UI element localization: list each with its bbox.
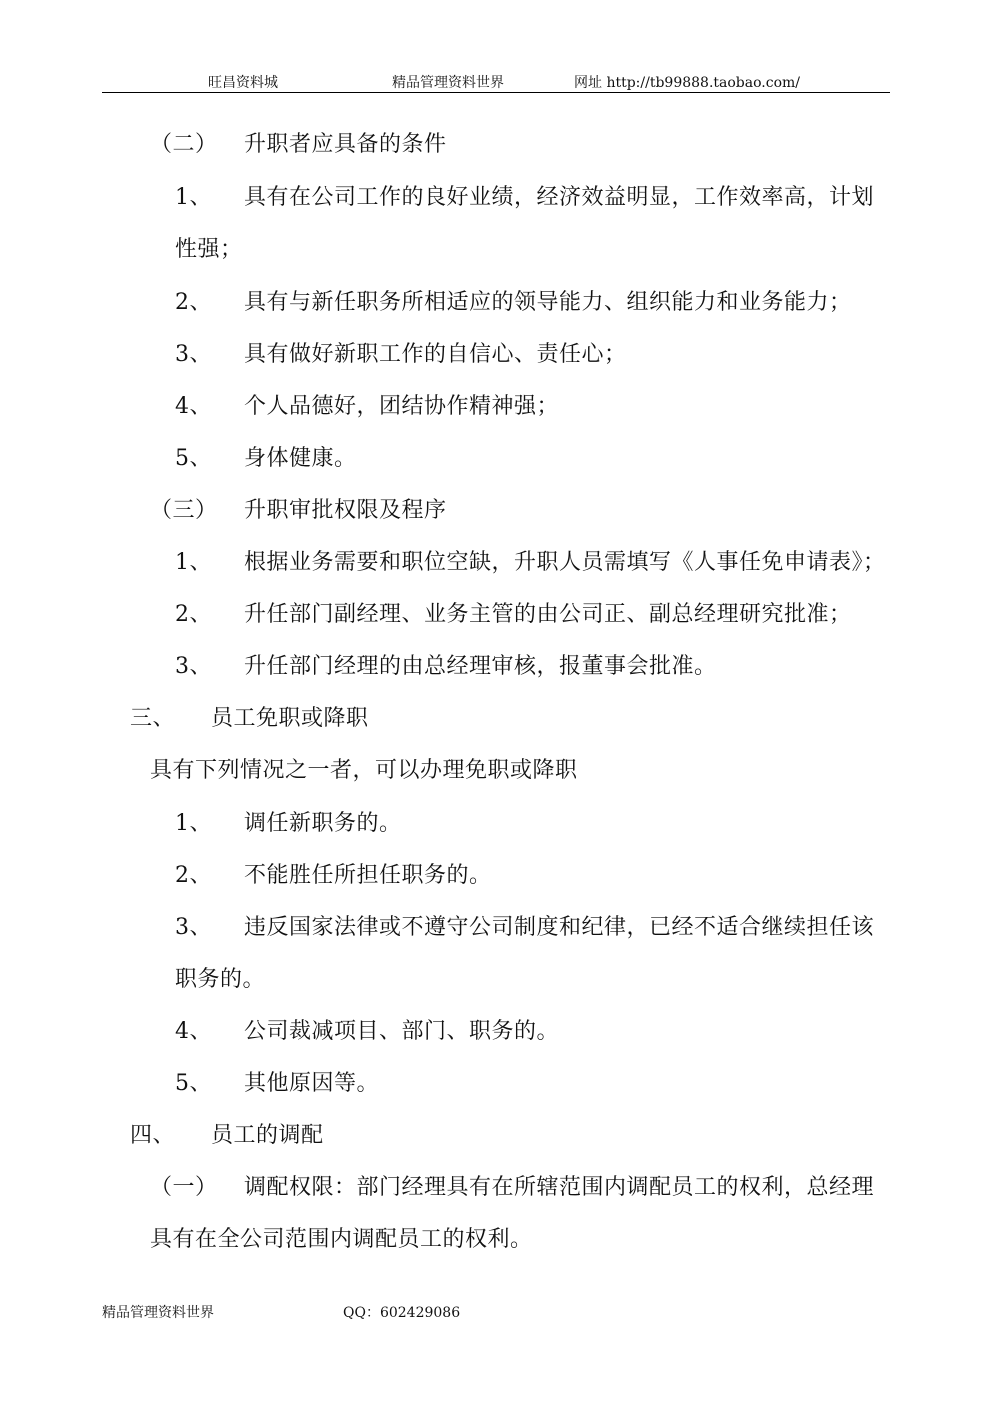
item-text: 不能胜任所担任职务的。 [244, 863, 492, 888]
list-item [175, 288, 852, 318]
list-item [175, 1017, 559, 1047]
list-item [175, 183, 874, 213]
item-text: 个人品德好，团结协作精神强； [244, 394, 560, 419]
item-text: 具有与新任职务所相适应的领导能力、组织能力和业务能力； [244, 290, 852, 315]
item-text: 其他原因等。 [244, 1071, 380, 1096]
item-number: 1、 [175, 550, 212, 575]
item-text: 根据业务需要和职位空缺，升职人员需填写《人事任免申请表》； [244, 550, 886, 575]
list-item [175, 600, 852, 630]
footer-qq: QQ：602429086 [343, 1305, 461, 1321]
item-text: 公司裁减项目、部门、职务的。 [244, 1019, 560, 1044]
list-item [175, 652, 717, 682]
footer-site-name: 精品管理资料世界 [102, 1305, 214, 1321]
subsection-heading [150, 496, 447, 526]
section-title: 员工的调配 [211, 1123, 324, 1148]
section-heading [130, 1121, 324, 1151]
list-item [175, 444, 357, 474]
section-title: 员工免职或降职 [211, 706, 369, 731]
section-number: 三、 [130, 706, 176, 731]
item-number: 1、 [175, 185, 212, 210]
item-number: 2、 [175, 863, 212, 888]
subsection-heading [150, 130, 447, 160]
item-text: 违反国家法律或不遵守公司制度和纪律，已经不适合继续担任该 [244, 915, 875, 940]
heading-number: （一） [150, 1175, 218, 1200]
item-text: 具有在公司工作的良好业绩，经济效益明显，工作效率高，计划 [244, 185, 875, 210]
list-item [175, 392, 559, 422]
item-number: 3、 [175, 654, 212, 679]
header-slogan: 精品管理资料世界 [392, 75, 504, 91]
heading-text: 升职审批权限及程序 [244, 498, 447, 523]
item-number: 4、 [175, 394, 212, 419]
item-text: 身体健康。 [244, 446, 357, 471]
header-url: 网址 http://tb99888.taobao.com/ [574, 75, 801, 91]
section-number: 四、 [130, 1123, 176, 1148]
heading-number: （二） [150, 132, 218, 157]
list-item [175, 809, 402, 839]
item-number: 5、 [175, 446, 212, 471]
item-number: 5、 [175, 1071, 212, 1096]
item-text: 升任部门副经理、业务主管的由公司正、副总经理研究批准； [244, 602, 852, 627]
item-number: 2、 [175, 602, 212, 627]
page-header [102, 70, 890, 93]
list-item [175, 548, 886, 578]
item-number: 4、 [175, 1019, 212, 1044]
paragraph-continuation: 具有在全公司范围内调配员工的权利。 [150, 1227, 533, 1252]
heading-number: （三） [150, 498, 218, 523]
heading-text: 调配权限：部门经理具有在所辖范围内调配员工的权利，总经理 [244, 1175, 875, 1200]
subsection-heading [150, 1173, 874, 1203]
item-text: 升任部门经理的由总经理审核，报董事会批准。 [244, 654, 717, 679]
list-item-continuation: 职务的。 [175, 967, 266, 992]
list-item-continuation: 性强； [175, 237, 243, 262]
paragraph: 具有下列情况之一者，可以办理免职或降职 [150, 758, 578, 783]
section-heading [130, 704, 369, 734]
list-item [175, 913, 874, 943]
item-number: 2、 [175, 290, 212, 315]
heading-text: 升职者应具备的条件 [244, 132, 447, 157]
list-item [175, 861, 492, 891]
item-number: 1、 [175, 811, 212, 836]
list-item [175, 1069, 379, 1099]
list-item [175, 340, 627, 370]
item-number: 3、 [175, 915, 212, 940]
item-number: 3、 [175, 342, 212, 367]
item-text: 具有做好新职工作的自信心、责任心； [244, 342, 627, 367]
header-site-name: 旺昌资料城 [208, 75, 278, 91]
item-text: 调任新职务的。 [244, 811, 402, 836]
